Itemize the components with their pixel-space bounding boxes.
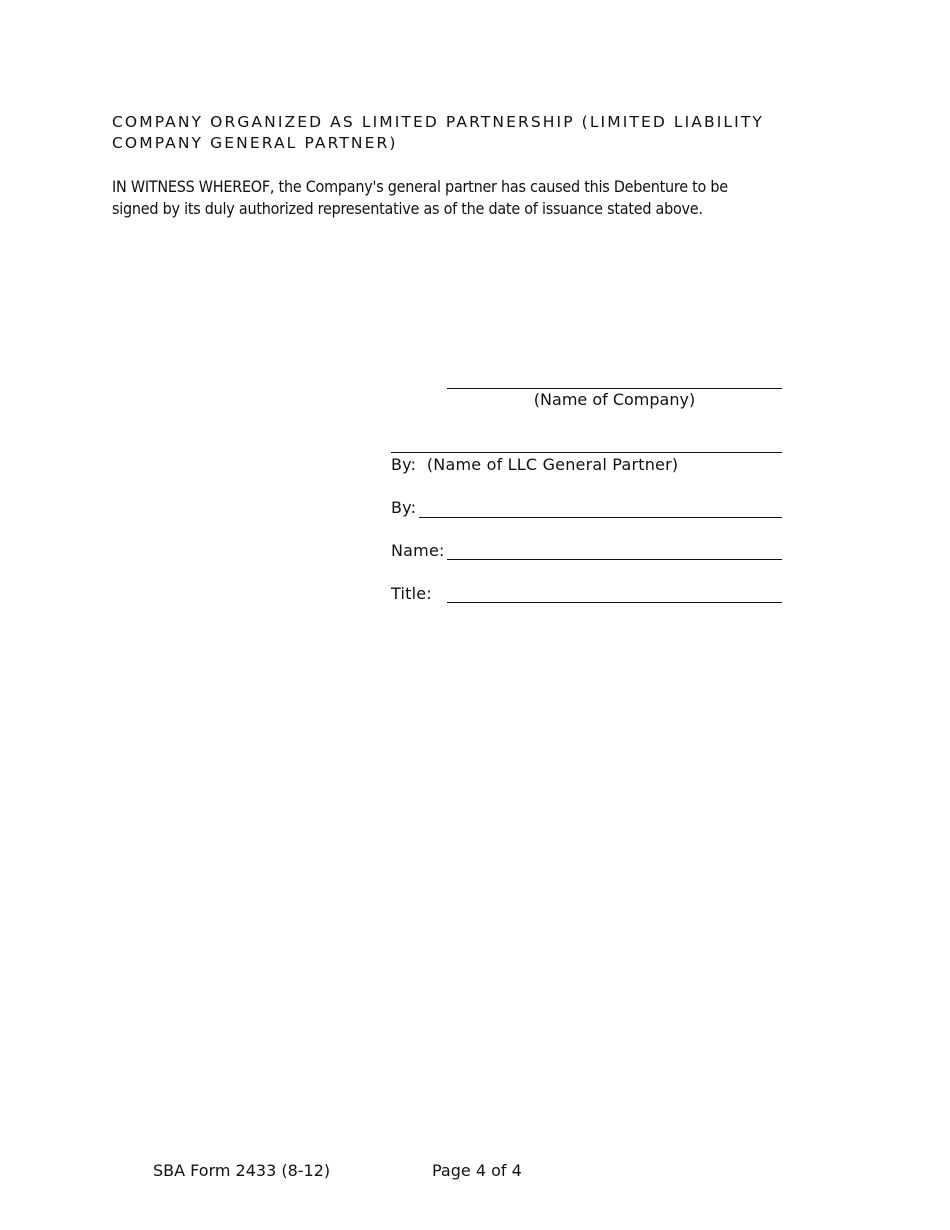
heading-line-1: COMPANY ORGANIZED AS LIMITED PARTNERSHIP (LIMITED LIABILITY [112,113,764,131]
footer-form-id: SBA Form 2433 (8-12) [153,1161,331,1180]
llc-partner-line[interactable] [391,452,782,453]
heading-line-2: COMPANY GENERAL PARTNER) [112,134,398,152]
title-label: Title: [391,584,432,603]
witness-line-2: signed by its duly authorized representative as of the date of issuance stated above. [112,199,703,218]
footer-page-number: Page 4 of 4 [432,1161,522,1180]
by-label: By: [391,498,417,517]
name-field-line[interactable] [447,559,782,560]
witness-paragraph [112,176,812,220]
llc-partner-label: By: (Name of LLC General Partner) [391,455,679,474]
title-field-line[interactable] [447,602,782,603]
section-heading [112,112,812,154]
name-label: Name: [391,541,445,560]
by-signature-line[interactable] [419,517,782,518]
company-name-line[interactable] [447,388,782,389]
company-name-label: (Name of Company) [533,390,696,409]
witness-line-1: IN WITNESS WHEREOF, the Company's general partner has caused this Debenture to be [112,177,728,196]
